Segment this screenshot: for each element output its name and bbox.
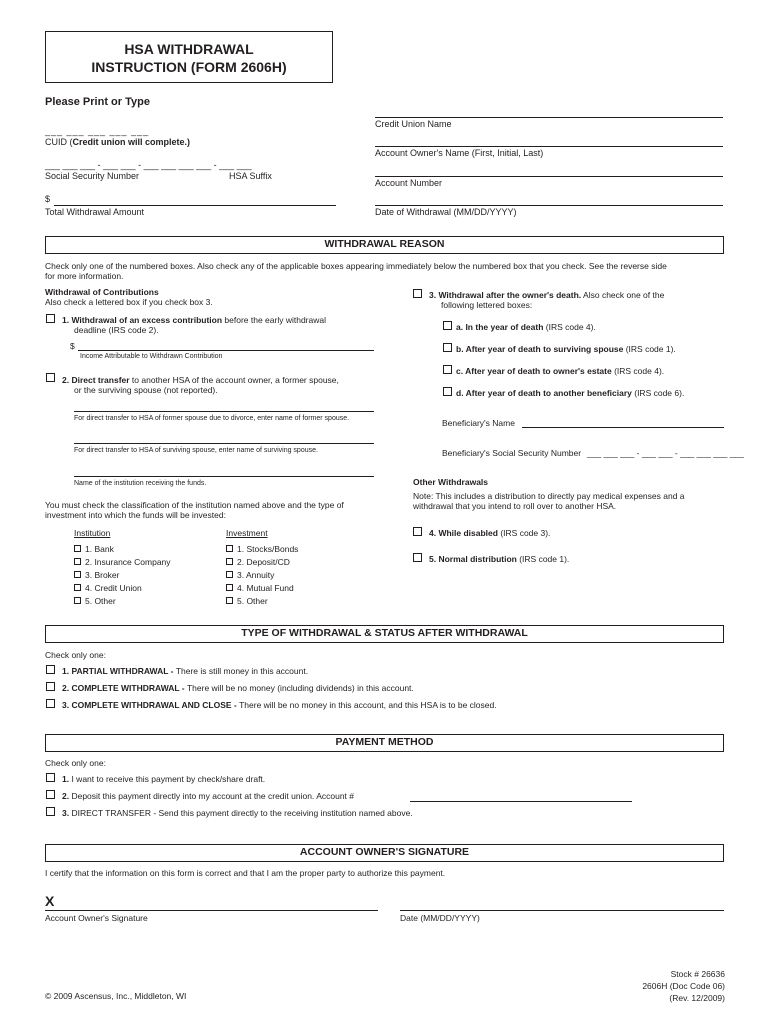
complete-withdrawal-text: 2. COMPLETE WITHDRAWAL - There will be no money (including dividends) in this account. [62, 683, 414, 693]
institution-other-checkbox[interactable] [74, 597, 81, 604]
form-title-box [45, 31, 333, 83]
reason-intro-line2: for more information. [45, 271, 124, 281]
ssn-label: Social Security Number [45, 171, 140, 181]
payment-check-text: 1. I want to receive this payment by check/share draft. [62, 774, 266, 784]
account-number-label: Account Number [375, 178, 443, 188]
credit-union-name-label: Credit Union Name [375, 119, 452, 129]
payment-check-only: Check only one: [45, 758, 106, 768]
income-attributable-label: Income Attributable to Withdrawn Contribution [80, 353, 223, 360]
beneficiary-name-label: Beneficiary's Name [442, 418, 515, 428]
institution-insurance-checkbox[interactable] [74, 558, 81, 565]
receiving-institution-field[interactable] [74, 476, 374, 477]
doc-code: 2606H (Doc Code 06) [642, 981, 725, 991]
reason-3c-checkbox[interactable] [443, 365, 452, 374]
reason-5-checkbox[interactable] [413, 553, 422, 562]
other-withdrawals-heading: Other Withdrawals [413, 477, 489, 487]
complete-close-text: 3. COMPLETE WITHDRAWAL AND CLOSE - There will be no money in this account, and this HSA is to be closed. [62, 700, 497, 710]
investment-other-checkbox[interactable] [226, 597, 233, 604]
income-dollar-sign: $ [70, 341, 75, 351]
investment-deposit-label: 2. Deposit/CD [237, 557, 290, 567]
former-spouse-label: For direct transfer to HSA of former spouse due to divorce, enter name of former spouse. [74, 415, 350, 422]
contributions-heading: Withdrawal of Contributions [45, 287, 159, 297]
signature-label: Account Owner's Signature [45, 913, 148, 923]
investment-heading: Investment [226, 528, 268, 538]
investment-stocks-label: 1. Stocks/Bonds [237, 544, 299, 554]
institution-heading: Institution [74, 528, 111, 538]
investment-stocks-checkbox[interactable] [226, 545, 233, 552]
reason-3d-checkbox[interactable] [443, 387, 452, 396]
reason-2-checkbox[interactable] [46, 373, 55, 382]
withdrawal-amount-label: Total Withdrawal Amount [45, 207, 145, 217]
institution-broker-checkbox[interactable] [74, 571, 81, 578]
print-instruction: Please Print or Type [45, 96, 150, 108]
beneficiary-ssn-field[interactable]: ___ ___ ___ - ___ ___ - ___ ___ ___ ___ [587, 448, 744, 458]
payment-deposit-text: 2. Deposit this payment directly into my account at the credit union. Account # [62, 791, 354, 801]
deposit-account-number-field[interactable] [410, 801, 632, 802]
reason-3b-text: b. After year of death to surviving spouse (IRS code 1). [456, 344, 676, 354]
investment-mutual-fund-label: 4. Mutual Fund [237, 583, 294, 593]
investment-deposit-checkbox[interactable] [226, 558, 233, 565]
payment-transfer-checkbox[interactable] [46, 807, 55, 816]
other-withdrawals-note-line1: Note: This includes a distribution to directly pay medical expenses and a [413, 491, 685, 501]
former-spouse-field[interactable] [74, 411, 374, 412]
payment-check-checkbox[interactable] [46, 773, 55, 782]
income-attributable-field[interactable] [78, 350, 374, 351]
classification-line1: You must check the classification of the institution named above and the type of [45, 500, 344, 510]
certification-text: I certify that the information on this form is correct and that I am the proper party to authorize this payment. [45, 868, 446, 878]
partial-withdrawal-text: 1. PARTIAL WITHDRAWAL - There is still money in this account. [62, 666, 309, 676]
reason-3b-checkbox[interactable] [443, 343, 452, 352]
credit-union-name-field[interactable] [375, 117, 723, 118]
reason-2-text-line2: or the surviving spouse (not reported). [74, 385, 218, 395]
signature-x-mark: X [45, 893, 55, 909]
payment-transfer-text: 3. DIRECT TRANSFER - Send this payment directly to the receiving institution named above. [62, 808, 413, 818]
reason-2-text: 2. Direct transfer to another HSA of the account owner, a former spouse, [62, 375, 339, 385]
reason-1-checkbox[interactable] [46, 314, 55, 323]
complete-withdrawal-checkbox[interactable] [46, 682, 55, 691]
signature-header: ACCOUNT OWNER'S SIGNATURE [45, 844, 724, 862]
signature-field[interactable] [45, 910, 378, 911]
reason-intro-line1: Check only one of the numbered boxes. Also check any of the applicable boxes appearing immediately below the numbered box that you check. See the reverse side [45, 261, 667, 271]
receiving-institution-label: Name of the institution receiving the funds. [74, 480, 207, 487]
type-check-only: Check only one: [45, 650, 106, 660]
institution-credit-union-label: 4. Credit Union [85, 583, 142, 593]
payment-method-header: PAYMENT METHOD [45, 734, 724, 752]
reason-3-text-line2: following lettered boxes: [441, 300, 533, 310]
hsa-suffix-label: HSA Suffix [229, 171, 272, 181]
withdrawal-amount-field[interactable] [54, 205, 336, 206]
withdrawal-reason-header: WITHDRAWAL REASON [45, 236, 724, 254]
reason-4-checkbox[interactable] [413, 527, 422, 536]
beneficiary-ssn-label: Beneficiary's Social Security Number [442, 448, 582, 458]
dollar-sign: $ [45, 194, 51, 204]
contributions-subheading: Also check a lettered box if you check box 3. [45, 297, 213, 307]
institution-bank-label: 1. Bank [85, 544, 114, 554]
reason-1-text: 1. Withdrawal of an excess contribution before the early withdrawal [62, 315, 326, 325]
surviving-spouse-label: For direct transfer to HSA of surviving spouse, enter name of surviving spouse. [74, 447, 318, 454]
revision: (Rev. 12/2009) [669, 993, 725, 1003]
reason-1-text-line2: deadline (IRS code 2). [74, 325, 159, 335]
withdrawal-date-field[interactable] [375, 205, 723, 206]
classification-line2: investment into which the funds will be invested: [45, 510, 226, 520]
investment-mutual-fund-checkbox[interactable] [226, 584, 233, 591]
beneficiary-name-field[interactable] [522, 427, 724, 428]
investment-annuity-label: 3. Annuity [237, 570, 275, 580]
reason-3a-text: a. In the year of death (IRS code 4). [456, 322, 596, 332]
owner-name-label: Account Owner's Name (First, Initial, Last) [375, 148, 544, 158]
ssn-field[interactable]: ___ ___ ___ - ___ ___ - ___ ___ ___ ___ - ___ ___ [45, 160, 252, 170]
payment-deposit-checkbox[interactable] [46, 790, 55, 799]
cuid-label: CUID (Credit union will complete.) [45, 137, 191, 147]
cuid-field[interactable]: ___ ___ ___ ___ ___ [45, 126, 150, 136]
reason-4-text: 4. While disabled (IRS code 3). [429, 528, 551, 538]
partial-withdrawal-checkbox[interactable] [46, 665, 55, 674]
reason-3c-text: c. After year of death to owner's estate (IRS code 4). [456, 366, 665, 376]
form-title-line2: INSTRUCTION (FORM 2606H) [91, 59, 287, 75]
institution-other-label: 5. Other [85, 596, 116, 606]
account-number-field[interactable] [375, 176, 723, 177]
institution-bank-checkbox[interactable] [74, 545, 81, 552]
stock-number: Stock # 26636 [670, 969, 725, 979]
surviving-spouse-field[interactable] [74, 443, 374, 444]
owner-name-field[interactable] [375, 146, 723, 147]
institution-insurance-label: 2. Insurance Company [85, 557, 171, 567]
investment-annuity-checkbox[interactable] [226, 571, 233, 578]
complete-close-checkbox[interactable] [46, 699, 55, 708]
withdrawal-date-label: Date of Withdrawal (MM/DD/YYYY) [375, 207, 517, 217]
reason-3-text: 3. Withdrawal after the owner's death. Also check one of the [429, 290, 665, 300]
reason-3d-text: d. After year of death to another beneficiary (IRS code 6). [456, 388, 685, 398]
other-withdrawals-note-line2: withdrawal that you intend to roll over to another HSA. [413, 501, 617, 511]
form-title-line1: HSA WITHDRAWAL [124, 41, 254, 57]
type-status-header: TYPE OF WITHDRAWAL & STATUS AFTER WITHDRAWAL [45, 625, 724, 643]
institution-broker-label: 3. Broker [85, 570, 120, 580]
signature-date-field[interactable] [400, 910, 724, 911]
institution-credit-union-checkbox[interactable] [74, 584, 81, 591]
copyright: © 2009 Ascensus, Inc., Middleton, WI [45, 991, 187, 1001]
reason-3-checkbox[interactable] [413, 289, 422, 298]
investment-other-label: 5. Other [237, 596, 268, 606]
reason-3a-checkbox[interactable] [443, 321, 452, 330]
reason-5-text: 5. Normal distribution (IRS code 1). [429, 554, 570, 564]
signature-date-label: Date (MM/DD/YYYY) [400, 913, 480, 923]
